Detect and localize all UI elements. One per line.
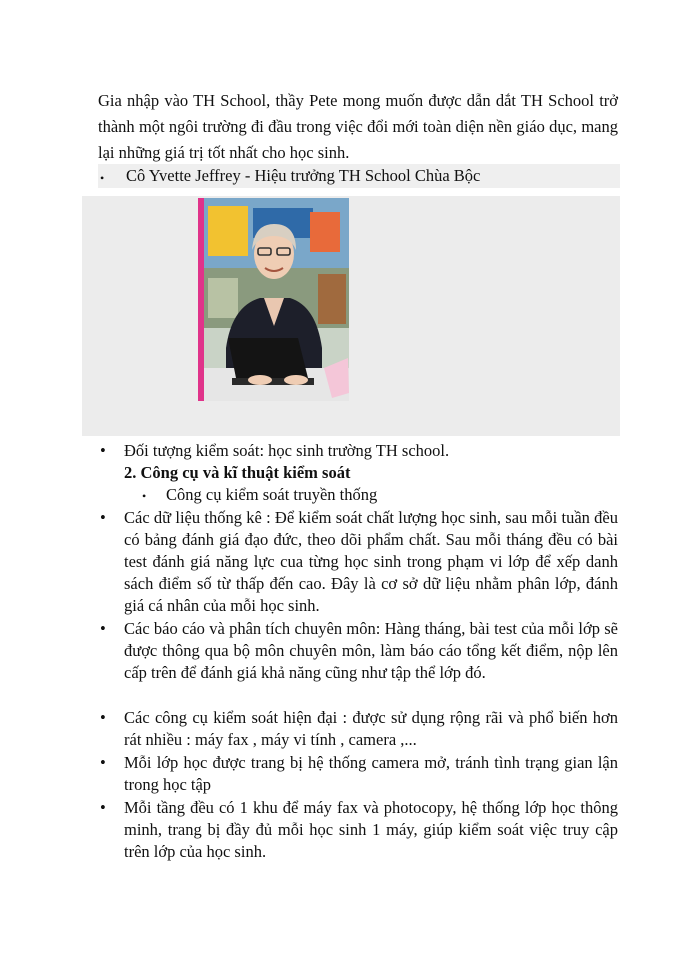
modern-text: Các công cụ kiểm soát hiện đại : được sử dụng rộng rãi và phổ biến hơn rát nhiều : máy fax , máy vi tính , camera ,... xyxy=(124,708,618,749)
section-heading xyxy=(100,462,620,484)
bullet-icon: • xyxy=(100,171,105,185)
fax-text: Mỗi tầng đều có 1 khu để máy fax và photocopy, hệ thống lớp học thông minh, trang bị đầy đủ mỗi học sinh 1 máy, giúp kiểm soát việc truy cập trên lớp của học sinh. xyxy=(124,798,618,861)
list-item-stats xyxy=(100,507,620,617)
list-item-fax xyxy=(100,797,620,863)
list-item-camera xyxy=(100,752,620,796)
list-item-traditional xyxy=(100,484,620,506)
bullet-icon: • xyxy=(142,489,147,503)
object-text: Đối tượng kiểm soát: học sinh trường TH school. xyxy=(124,441,450,460)
reports-text: Các báo cáo và phân tích chuyên môn: Hàng tháng, bài test của mỗi lớp sẽ được thông qua bộ môn chuyên môn, làm báo cáo tổng kết điểm, nộp lên cấp trên để đánh giá khả năng cũng như tập thể lớp đó. xyxy=(124,619,618,682)
bullet-icon: • xyxy=(100,619,106,638)
traditional-text: Công cụ kiểm soát truyền thống xyxy=(166,485,378,504)
bullet-icon: • xyxy=(100,441,106,460)
camera-text: Mỗi lớp học được trang bị hệ thống camera mở, tránh tình trạng gian lận trong học tập xyxy=(124,753,618,794)
list-item-reports xyxy=(100,618,620,706)
principal-photo xyxy=(198,198,349,401)
list-item-object xyxy=(100,440,620,462)
bullet-icon: • xyxy=(100,708,106,727)
heading-text: 2. Công cụ và kĩ thuật kiểm soát xyxy=(124,463,351,482)
bullet-icon: • xyxy=(100,508,106,527)
stats-text: Các dữ liệu thống kê : Để kiểm soát chất lượng học sinh, sau mỗi tuần đều có bảng đánh giá đạo đức, theo dõi phẩm chất. Sau mỗi tháng đều có bài test đánh giá năng lực cua từng học sinh trong phạm vi lớp để xếp danh sách điểm số từ thấp đến cao. Đây là cơ sở dữ liệu nhằm phân lớp, đánh giá cá nhân của mỗi học sinh. xyxy=(124,508,618,615)
photo-band xyxy=(82,196,620,436)
bullet-icon: • xyxy=(100,753,106,772)
bullet-icon: • xyxy=(100,798,106,817)
principal-caption: Cô Yvette Jeffrey - Hiệu trưởng TH School Chùa Bộc xyxy=(126,166,481,185)
intro-paragraph: Gia nhập vào TH School, thầy Pete mong muốn được dẫn dắt TH School trở thành một ngôi trường đi đầu trong việc đổi mới toàn diện nền giáo dục, mang lại những giá trị tốt nhất cho học sinh. xyxy=(98,91,618,162)
list-item-modern xyxy=(100,707,620,751)
